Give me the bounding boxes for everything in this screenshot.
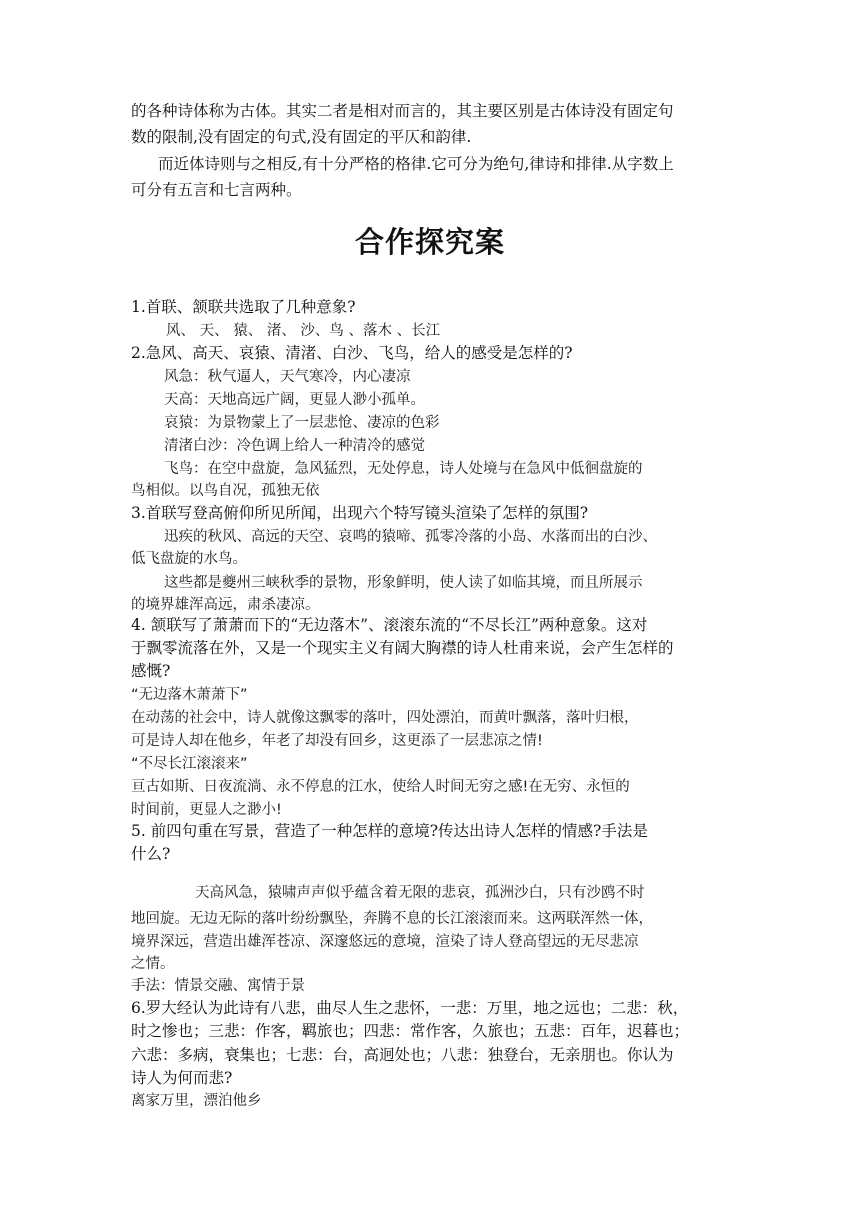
answer-4-line: 亘古如斯、日夜流淌、永不停息的江水，使给人时间无穷之感!在无穷、永恒的 [131,779,630,795]
question-3: 3.首联写登高俯仰所见所闻，出现六个特写镜头渲染了怎样的氛围? [131,504,589,522]
question-4-line: 于飘零流落在外，又是一个现实主义有阔大胸襟的诗人杜甫来说，会产生怎样的 [131,639,674,657]
question-2: 2.急风、高天、哀猿、清渚、白沙、飞鸟，给人的感受是怎样的? [131,344,573,362]
answer-6-line: 离家万里，漂泊他乡 [131,1093,262,1109]
answer-2-line: 清渚白沙：冷色调上给人一种清冷的感觉 [164,438,425,454]
answer-2-line: 鸟相似。以鸟自况，孤独无依 [131,483,320,499]
answer-3-line: 迅疾的秋风、高远的天空、哀鸣的猿啼、孤零冷落的小岛、水落而出的白沙、 [164,529,657,545]
answer-5-line: 天高风急，猿啸声声似乎蕴含着无限的悲哀，孤洲沙白，只有沙鸥不时 [195,885,645,901]
question-5-line: 5. 前四句重在写景，营造了一种怎样的意境?传达出诗人怎样的情感?手法是 [131,822,648,840]
question-6-line: 6.罗大经认为此诗有八悲，曲尽人生之悲怀，一悲：万里，地之远也；二悲：秋， [131,999,689,1017]
answer-5-line: 之情。 [131,956,175,972]
question-1: 1.首联、颔联共选取了几种意象? [131,298,356,316]
question-6-line: 时之惨也；三悲：作客，羁旅也；四悲：常作客，久旅也；五悲：百年，迟暮也； [131,1022,690,1040]
answer-5-line: 境界深远，营造出雄浑苍凉、深邃悠远的意境，渲染了诗人登高望远的无尽悲凉 [131,934,639,950]
answer-1: 风、 天、 猿、 渚、 沙、鸟 、落木 、长江 [166,323,441,339]
answer-3-line: 低飞盘旋的水鸟。 [131,551,247,567]
intro-line: 数的限制,没有固定的句式,没有固定的平仄和韵律. [131,128,472,146]
answer-3-line: 的境界雄浑高远，肃杀凄凉。 [131,597,320,613]
answer-2-line: 飞鸟：在空中盘旋，急风猛烈，无处停息，诗人处境与在急风中低徊盘旋的 [164,461,643,477]
answer-2-line: 哀猿：为景物蒙上了一层悲怆、凄凉的色彩 [164,415,440,431]
question-6-line: 六悲：多病，衰集也；七悲：台，高迥处也；八悲：独登台，无亲朋也。你认为 [131,1046,674,1064]
question-4-line: 4. 颔联写了萧萧而下的“无边落木”、滚滚东流的“不尽长江”两种意象。这对 [131,616,648,634]
answer-4-line: 时间前，更显人之渺小! [131,802,282,818]
section-title: 合作探究案 [354,225,505,259]
intro-line: 而近体诗则与之相反,有十分严格的格律.它可分为绝句,律诗和排律.从字数上 [158,155,674,173]
answer-5-line: 地回旋。无边无际的落叶纷纷飘坠，奔腾不息的长江滚滚而来。这两联浑然一体， [131,911,653,927]
question-5-line: 什么? [131,845,171,863]
question-6-line: 诗人为何而悲? [131,1069,233,1087]
answer-3-line: 这些都是夔州三峡秋季的景物，形象鲜明，使人读了如临其境，而且所展示 [164,575,643,591]
answer-4-line: 在动荡的社会中，诗人就像这飘零的落叶，四处漂泊，而黄叶飘落，落叶归根， [131,710,639,726]
question-4-line: 感慨? [131,662,171,680]
answer-4-line: 可是诗人却在他乡，年老了却没有回乡，这更添了一层悲凉之情! [131,733,543,749]
intro-line: 的各种诗体称为古体。其实二者是相对而言的，其主要区别是古体诗没有固定句 [131,102,674,120]
answer-4-line: “无边落木萧萧下” [131,687,248,703]
answer-4-line: “不尽长江滚滚来” [131,756,248,772]
answer-2-line: 风急：秋气逼人，天气寒冷，内心凄凉 [164,369,411,385]
answer-5-method: 手法：情景交融、寓情于景 [131,978,305,994]
intro-line: 可分有五言和七言两种。 [131,181,302,199]
answer-2-line: 天高：天地高远广阔，更显人渺小孤单。 [164,392,425,408]
